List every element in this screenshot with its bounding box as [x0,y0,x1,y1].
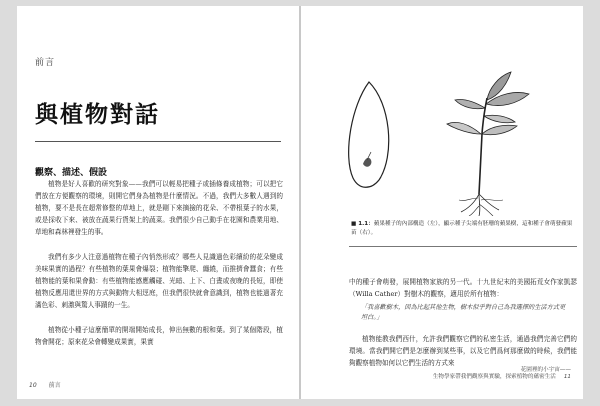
left-footer [29,380,61,389]
right-page [301,6,583,399]
page-number: 11 [563,374,571,380]
right-footer [433,367,571,381]
body-paragraph: 我們有多少人注意過植物在種子內悄然形成？哪些人見識過色彩繽紛的花朵變成美味果實的過程？有些植物的葉果會爆裂；植物能擎爬、纏繞，而推擠會蠶食；有些植物能的葉和果會動：有些植物能感應觸碰、光暗、上下、白晝或夜晚的長短，即使植物反應用還世界的方式與動物大相逕庭，但我們很快就會意識到，植物也能過著充滿色彩、刺激與驚人事蹟的一生。 [35,253,283,309]
body-paragraph: 植物是好人喜歡的研究對象——我們可以輕易把種子或插條養成植物；可以把它們放在方便觀察的環境，則開它們身為植物是什麼情況。不過，我們大多數人遇到的植物，要不是長在超常修整的草地上，就是剛下來摘撿的花朵、不帶根葉子的水果，或是採收下來、被放在蔬果行貨架上的蔬菜。我們很少自己動手在花園和農業用地、草地和森林裡發生的事。 [35,180,283,236]
title-divider [35,141,281,142]
footer-title: 前言 [48,382,61,389]
seedling-drawing [447,72,529,216]
body-paragraph: 植物能教我們西什，允許我們觀察它們的私密生活，通過我們完善它們的環境。當我們開它們是怎麼辦到某些事，以及它們爲何那麼做的時候，我們能夠觀察植物如何以它們生活的方式來 [349,334,577,367]
page-number: 10 [29,382,37,389]
figure-caption [351,220,573,238]
block-quote: 「我喜歡樹木，因為比起其他生物，樹木似乎對自己為我選擇的生活方式更坦白。」 [361,304,566,322]
seed-and-seedling-illustration [329,64,569,216]
body-paragraph: 中的種子會萌發，展開植物家族的另一代。十九世紀末的美國拓荒女作家凱瑟（Willa Cather）對樹木的觀察，適用於所有植物： [349,277,577,298]
section-heading: 觀察、描述、假設 [35,168,108,178]
caption-label: ■ 1.1： [351,221,374,227]
caption-divider [349,246,577,247]
body-paragraph: 植物從小種子這麼簡單的開端開始成長，伸出無數的根和葉。到了某個階段，植物會開花；原來花朵會轉變成果實，果實 [35,326,283,346]
footer-title-line1: 花園裡的小宇宙—— [520,367,571,373]
chapter-title: 與植物對話 [35,101,160,128]
footer-title-line2: 生物學家帶我們觀察與實驗，探索植物的蘊密生活 [432,374,556,380]
left-page [17,6,299,399]
running-head: 前言 [35,58,56,68]
seed-cross-section [349,82,389,187]
caption-text: 蘋果種子的內部構造（左），顯示種子尖端有胚珊的蘋果樹，這和種子會萌發蘋果苗（右）。 [351,221,573,236]
